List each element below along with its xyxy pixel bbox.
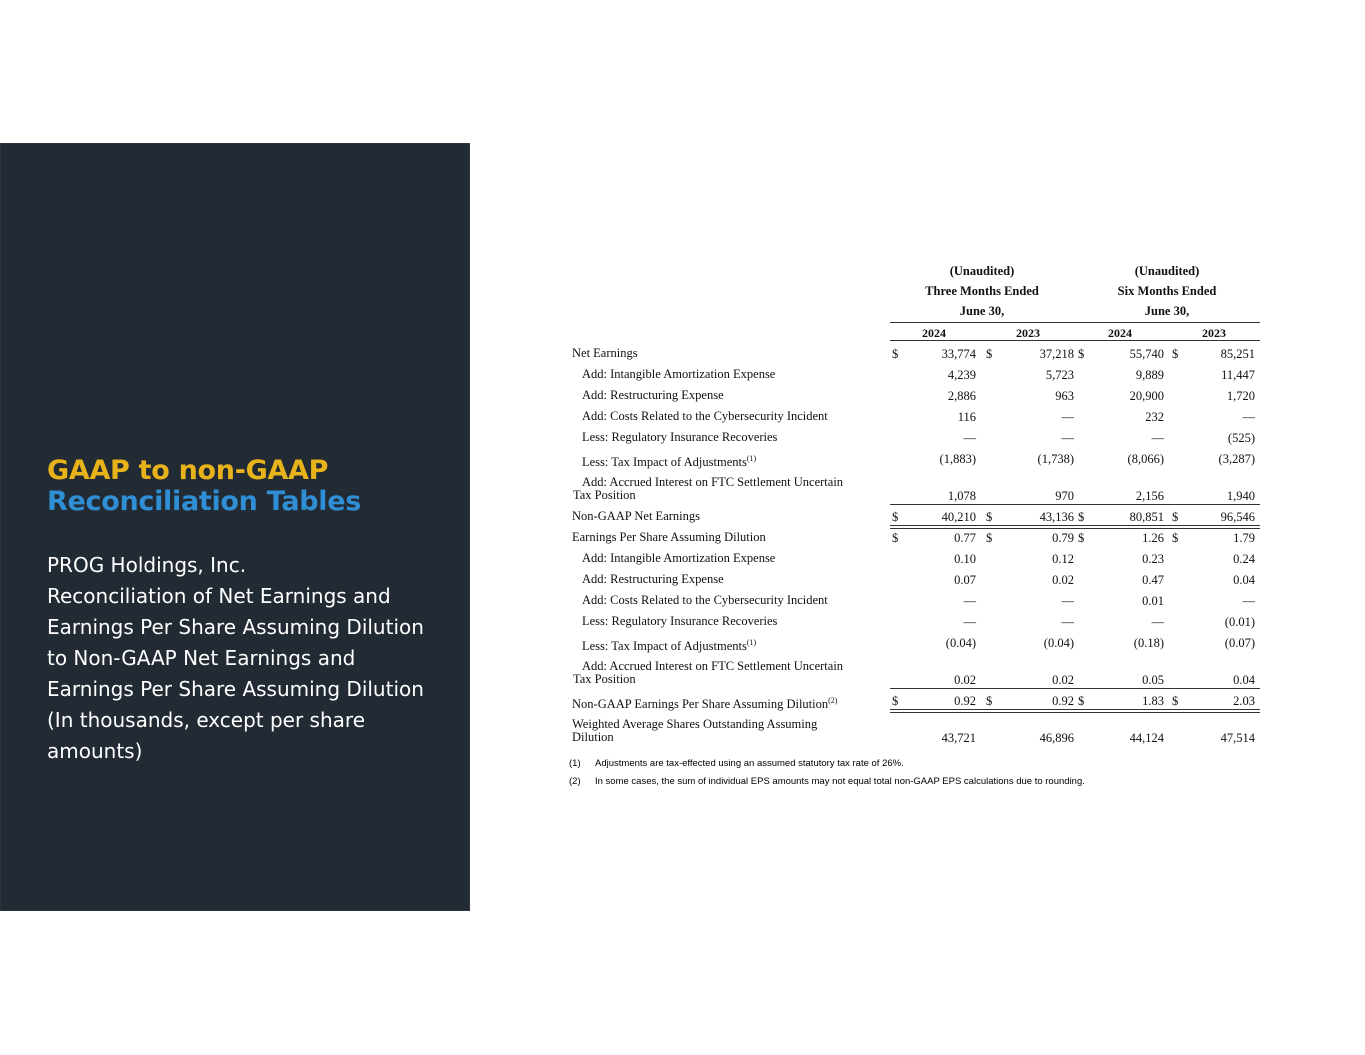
header-three-months-unaudited: (Unaudited) bbox=[949, 264, 1015, 278]
row-label-text: Non-GAAP Earnings Per Share Assuming Dilution bbox=[572, 697, 829, 712]
footnote-mark: (2) bbox=[569, 776, 581, 787]
description-line: to Non-GAAP Net Earnings and bbox=[47, 646, 356, 670]
row-label-text: Add: Intangible Amortization Expense bbox=[582, 551, 776, 565]
cell-value: (0.07) bbox=[1224, 636, 1255, 650]
cell-value: (0.18) bbox=[1133, 636, 1164, 650]
row-label-text: Earnings Per Share Assuming Dilution bbox=[572, 530, 766, 544]
year-header: 2024 bbox=[922, 326, 946, 340]
cell-value: (525) bbox=[1227, 431, 1255, 445]
row-label bbox=[572, 718, 817, 744]
dollar-sign: $ bbox=[892, 531, 899, 545]
header-six-months-unaudited: (Unaudited) bbox=[1134, 264, 1200, 278]
dollar-sign: $ bbox=[1172, 531, 1179, 545]
cell-value: — bbox=[1151, 431, 1164, 445]
footnote-ref: (2) bbox=[828, 696, 838, 705]
cell-value: — bbox=[1151, 615, 1164, 629]
cell-value: — bbox=[963, 594, 976, 608]
cell-value: 0.24 bbox=[1233, 552, 1255, 566]
dollar-sign: $ bbox=[1078, 531, 1085, 545]
header-three-months-date: June 30, bbox=[959, 304, 1005, 318]
row-label-text: Add: Costs Related to the Cybersecurity Incident bbox=[582, 409, 828, 423]
footnote-mark: (1) bbox=[569, 758, 581, 769]
cell-value: 0.47 bbox=[1142, 573, 1164, 587]
row-label-text-2: Tax Position bbox=[573, 672, 636, 686]
description-line: (In thousands, except per share bbox=[47, 708, 365, 732]
cell-value: 2,886 bbox=[947, 389, 976, 403]
total-double-rule bbox=[890, 709, 1260, 713]
cell-value: 0.02 bbox=[1052, 673, 1074, 687]
cell-value: 963 bbox=[1055, 389, 1074, 403]
dollar-sign: $ bbox=[1172, 510, 1179, 524]
row-label bbox=[582, 410, 828, 423]
cell-value: 33,774 bbox=[941, 347, 976, 361]
cell-value: 4,239 bbox=[947, 368, 976, 382]
cell-value: 46,896 bbox=[1039, 731, 1074, 745]
row-label bbox=[572, 531, 766, 544]
cell-value: 40,210 bbox=[941, 510, 976, 524]
row-label bbox=[582, 431, 777, 444]
year-header: 2023 bbox=[1202, 326, 1226, 340]
dollar-sign: $ bbox=[1078, 347, 1085, 361]
cell-value: (0.04) bbox=[1043, 636, 1074, 650]
dollar-sign: $ bbox=[1172, 347, 1179, 361]
cell-value: — bbox=[1061, 594, 1074, 608]
footnote-1 bbox=[569, 758, 904, 769]
row-label-text: Add: Accrued Interest on FTC Settlement Uncertain bbox=[582, 475, 844, 489]
row-label-text: Less: Tax Impact of Adjustments bbox=[582, 639, 747, 654]
title-line-2: Reconciliation Tables bbox=[47, 486, 362, 517]
cell-value: 970 bbox=[1055, 489, 1074, 503]
cell-value: 0.23 bbox=[1142, 552, 1164, 566]
cell-value: 1,940 bbox=[1226, 489, 1255, 503]
dollar-sign: $ bbox=[986, 510, 993, 524]
row-label-text: Add: Restructuring Expense bbox=[582, 388, 724, 402]
cell-value: 1.79 bbox=[1233, 531, 1255, 545]
dollar-sign: $ bbox=[892, 510, 899, 524]
cell-value: (0.04) bbox=[945, 636, 976, 650]
header-six-months-period: Six Months Ended bbox=[1117, 284, 1217, 298]
row-label-text: Less: Regulatory Insurance Recoveries bbox=[582, 430, 778, 444]
dollar-sign: $ bbox=[986, 694, 993, 708]
cell-value: 2.03 bbox=[1233, 694, 1255, 708]
cell-value: 0.05 bbox=[1142, 673, 1164, 687]
cell-value: 1.26 bbox=[1142, 531, 1164, 545]
left-panel bbox=[0, 143, 470, 911]
dollar-sign: $ bbox=[1078, 694, 1085, 708]
cell-value: 0.02 bbox=[954, 673, 976, 687]
header-rule bbox=[890, 322, 1260, 323]
cell-value: (8,066) bbox=[1127, 452, 1164, 466]
row-label-text: Less: Tax Impact of Adjustments bbox=[582, 455, 747, 470]
cell-value: 0.77 bbox=[954, 531, 976, 545]
year-header: 2024 bbox=[1108, 326, 1132, 340]
row-label bbox=[582, 389, 724, 402]
cell-value: 0.07 bbox=[954, 573, 976, 587]
cell-value: — bbox=[1061, 410, 1074, 424]
row-label bbox=[582, 573, 724, 586]
cell-value: (3,287) bbox=[1218, 452, 1255, 466]
row-label-text: Net Earnings bbox=[572, 346, 638, 360]
row-label-text-2: Dilution bbox=[572, 730, 614, 744]
row-label-text: Add: Restructuring Expense bbox=[582, 572, 724, 586]
row-label-text: Non-GAAP Net Earnings bbox=[572, 509, 700, 523]
cell-value: 2,156 bbox=[1135, 489, 1164, 503]
cell-value: 96,546 bbox=[1220, 510, 1255, 524]
year-header: 2023 bbox=[1016, 326, 1040, 340]
cell-value: — bbox=[1242, 410, 1255, 424]
description-line: Reconciliation of Net Earnings and bbox=[47, 584, 391, 608]
row-label bbox=[573, 659, 844, 686]
cell-value: 0.04 bbox=[1233, 573, 1255, 587]
row-label bbox=[573, 475, 844, 502]
cell-value: 0.10 bbox=[954, 552, 976, 566]
row-label bbox=[582, 636, 756, 653]
description-line: PROG Holdings, Inc. bbox=[47, 553, 247, 577]
dollar-sign: $ bbox=[892, 694, 899, 708]
dollar-sign: $ bbox=[986, 347, 993, 361]
cell-value: 1,720 bbox=[1226, 389, 1255, 403]
footnote-ref: (1) bbox=[746, 638, 757, 647]
cell-value: — bbox=[963, 431, 976, 445]
cell-value: 1,078 bbox=[947, 489, 976, 503]
cell-value: 43,721 bbox=[941, 731, 976, 745]
cell-value: — bbox=[1061, 431, 1074, 445]
dollar-sign: $ bbox=[1078, 510, 1085, 524]
cell-value: 9,889 bbox=[1135, 368, 1164, 382]
row-label-text-2: Tax Position bbox=[573, 488, 636, 502]
row-label bbox=[572, 694, 837, 711]
footnote-ref: (1) bbox=[746, 454, 757, 463]
cell-value: 0.92 bbox=[954, 694, 976, 708]
cell-value: 44,124 bbox=[1129, 731, 1164, 745]
cell-value: 1.83 bbox=[1142, 694, 1164, 708]
cell-value: (0.01) bbox=[1224, 615, 1255, 629]
cell-value: 47,514 bbox=[1220, 731, 1255, 745]
row-label bbox=[582, 452, 756, 469]
cell-value: 0.12 bbox=[1052, 552, 1074, 566]
description bbox=[47, 550, 457, 767]
description-line: Earnings Per Share Assuming Dilution bbox=[47, 677, 424, 701]
row-label bbox=[582, 594, 828, 607]
description-line: amounts) bbox=[47, 739, 143, 763]
cell-value: 11,447 bbox=[1221, 368, 1255, 382]
year-rule bbox=[890, 340, 1260, 341]
subtotal-rule bbox=[890, 504, 1260, 505]
page-title bbox=[47, 455, 361, 517]
dollar-sign: $ bbox=[986, 531, 993, 545]
cell-value: 0.02 bbox=[1052, 573, 1074, 587]
footnote-text: In some cases, the sum of individual EPS amounts may not equal total non-GAAP EPS calculations due to rounding. bbox=[595, 776, 1085, 787]
dollar-sign: $ bbox=[1172, 694, 1179, 708]
row-label-text: Add: Costs Related to the Cybersecurity Incident bbox=[582, 593, 828, 607]
cell-value: — bbox=[1242, 594, 1255, 608]
footnote-2 bbox=[569, 776, 1085, 787]
cell-value: 37,218 bbox=[1039, 347, 1074, 361]
cell-value: 0.04 bbox=[1233, 673, 1255, 687]
subtotal-rule bbox=[890, 688, 1260, 689]
cell-value: 85,251 bbox=[1220, 347, 1255, 361]
cell-value: 43,136 bbox=[1039, 510, 1074, 524]
dollar-sign: $ bbox=[892, 347, 899, 361]
row-label-text: Weighted Average Shares Outstanding Assuming bbox=[572, 717, 818, 731]
cell-value: 20,900 bbox=[1129, 389, 1164, 403]
row-label bbox=[572, 510, 700, 523]
title-line-1: GAAP to non-GAAP bbox=[47, 455, 329, 486]
cell-value: — bbox=[1061, 615, 1074, 629]
cell-value: 232 bbox=[1145, 410, 1164, 424]
cell-value: (1,738) bbox=[1037, 452, 1074, 466]
row-label bbox=[582, 368, 775, 381]
row-label-text: Add: Intangible Amortization Expense bbox=[582, 367, 776, 381]
row-label bbox=[582, 552, 775, 565]
row-label bbox=[572, 347, 638, 360]
cell-value: 0.92 bbox=[1052, 694, 1074, 708]
description-line: Earnings Per Share Assuming Dilution bbox=[47, 615, 424, 639]
cell-value: 55,740 bbox=[1129, 347, 1164, 361]
cell-value: 0.79 bbox=[1052, 531, 1074, 545]
row-label-text: Less: Regulatory Insurance Recoveries bbox=[582, 614, 778, 628]
cell-value: 0.01 bbox=[1142, 594, 1164, 608]
cell-value: 80,851 bbox=[1129, 510, 1164, 524]
footnote-text: Adjustments are tax-effected using an assumed statutory tax rate of 26%. bbox=[595, 758, 904, 769]
row-label-text: Add: Accrued Interest on FTC Settlement Uncertain bbox=[582, 659, 844, 673]
cell-value: 116 bbox=[957, 410, 976, 424]
header-three-months-period: Three Months Ended bbox=[925, 284, 1039, 298]
cell-value: (1,883) bbox=[939, 452, 976, 466]
cell-value: 5,723 bbox=[1045, 368, 1074, 382]
cell-value: — bbox=[963, 615, 976, 629]
row-label bbox=[582, 615, 777, 628]
header-six-months-date: June 30, bbox=[1144, 304, 1190, 318]
total-double-rule bbox=[890, 525, 1260, 529]
